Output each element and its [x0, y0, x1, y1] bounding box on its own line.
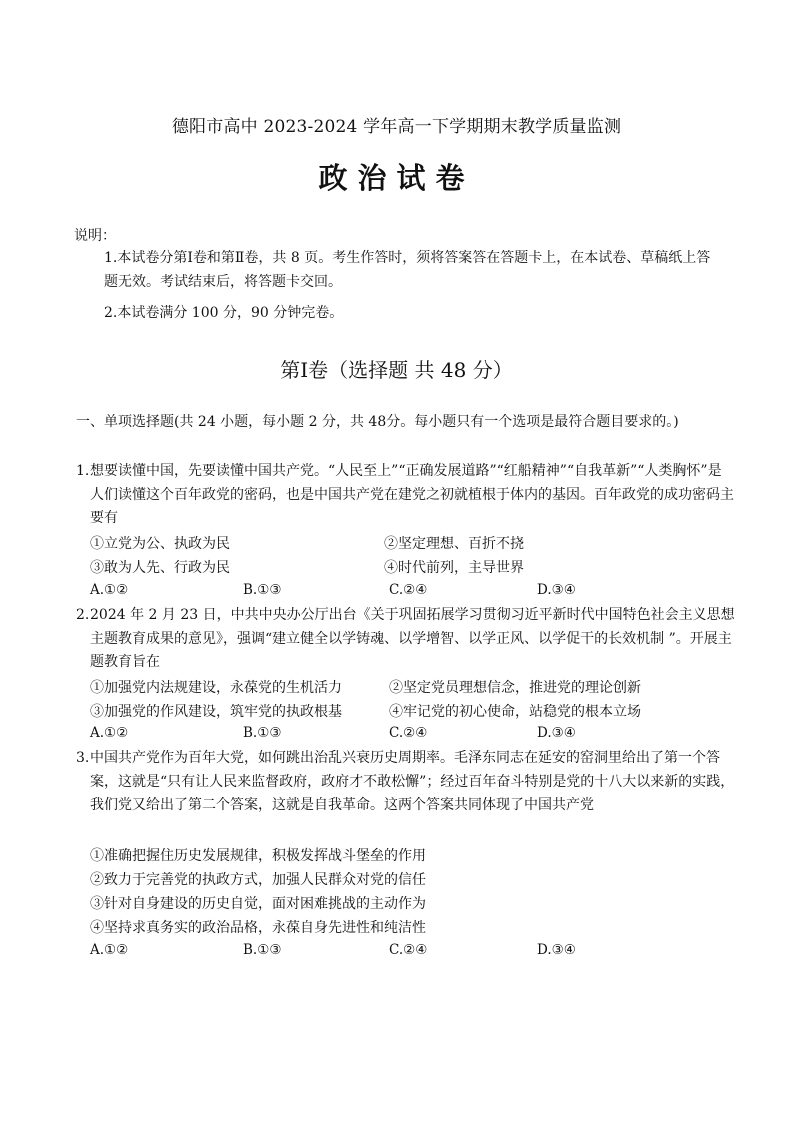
- notes-label: 说明：: [74, 228, 116, 244]
- option-item: ①加强党内法规建设，永葆党的生机活力: [90, 680, 342, 696]
- part-intro: 一、单项选择题(共 24 小题，每小题 2 分，共 48分。每小题只有一个选项是最符合题目要求的。): [76, 414, 679, 430]
- question-2-stem: [76, 604, 735, 675]
- option-item: ②致力于完善党的执政方式，加强人民群众对党的信任: [90, 872, 426, 888]
- question-number: 2.: [76, 607, 90, 623]
- note-item: 1.本试卷分第Ⅰ卷和第Ⅱ卷，共 8 页。考生作答时，须将答案答在答题卡上，在本试卷、草稿纸上答题无效。考试结束后，将答题卡交回。: [104, 250, 711, 290]
- question-number: 3.: [76, 750, 90, 766]
- option-item: ①准确把握住历史发展规律，积极发挥战斗堡垒的作用: [90, 848, 426, 864]
- subject-title: 政治试卷: [318, 161, 475, 195]
- question-text: 中国共产党作为百年大党，如何跳出治乱兴衰历史周期率。毛泽东同志在延安的窑洞里给出了第一个答案，这就是“只有让人民来监督政府，政府才不敢松懈”；经过百年奋斗特别是党的十八大以来新的实践，我们党又给出了第二个答案，这就是自我革命。这两个答案共同体现了中国共产党: [90, 750, 735, 813]
- answer-choice: D.③④: [537, 582, 576, 598]
- answer-choice: B.①③: [243, 942, 282, 958]
- option-item: ②坚定理想、百折不挠: [384, 536, 524, 552]
- answer-choice: B.①③: [243, 582, 282, 598]
- answer-choice: A.①②: [90, 725, 129, 741]
- answer-choice: B.①③: [243, 725, 282, 741]
- answer-choice: A.①②: [90, 942, 129, 958]
- question-1-stem: [76, 460, 735, 531]
- question-number: 1.: [76, 463, 90, 479]
- note-item: 2.本试卷满分 100 分，90 分钟完卷。: [104, 305, 344, 321]
- option-item: ②坚定党员理想信念，推进党的理论创新: [389, 680, 641, 696]
- option-item: ③针对自身建设的历史自觉，面对困难挑战的主动作为: [90, 896, 426, 912]
- option-item: ④时代前列，主导世界: [384, 560, 524, 576]
- question-text: 2024 年 2 月 23 日，中共中央办公厅出台《关于巩固拓展学习贯彻习近平新时代中国特色社会主义思想主题教育成果的意见》，强调“建立健全以学铸魂、以学增智、以学正风、以学促干的长效机制 ”。开展主题教育旨在: [90, 607, 735, 670]
- option-item: ④坚持求真务实的政治品格，永葆自身先进性和纯洁性: [90, 920, 426, 936]
- answer-choice: D.③④: [537, 725, 576, 741]
- question-3-stem: [76, 747, 735, 818]
- section-title: 第Ⅰ卷（选择题 共 48 分）: [280, 358, 513, 382]
- exam-header: 德阳市高中 2023-2024 学年高一下学期期末教学质量监测: [171, 117, 622, 137]
- option-item: ①立党为公、执政为民: [90, 536, 230, 552]
- answer-choice: C.②④: [389, 725, 428, 741]
- answer-choice: C.②④: [389, 942, 428, 958]
- answer-choice: D.③④: [537, 942, 576, 958]
- answer-choice: A.①②: [90, 582, 129, 598]
- option-item: ④牢记党的初心使命，站稳党的根本立场: [389, 704, 641, 720]
- option-item: ③加强党的作风建设，筑牢党的执政根基: [90, 704, 342, 720]
- question-text: 想要读懂中国，先要读懂中国共产党。“人民至上”“正确发展道路”“红船精神”“自我革新”“人类胸怀”是人们读懂这个百年政党的密码，也是中国共产党在建党之初就植根于体内的基因。百年政党的成功密码主要有: [90, 463, 734, 526]
- option-item: ③敢为人先、行政为民: [90, 560, 230, 576]
- answer-choice: C.②④: [389, 582, 428, 598]
